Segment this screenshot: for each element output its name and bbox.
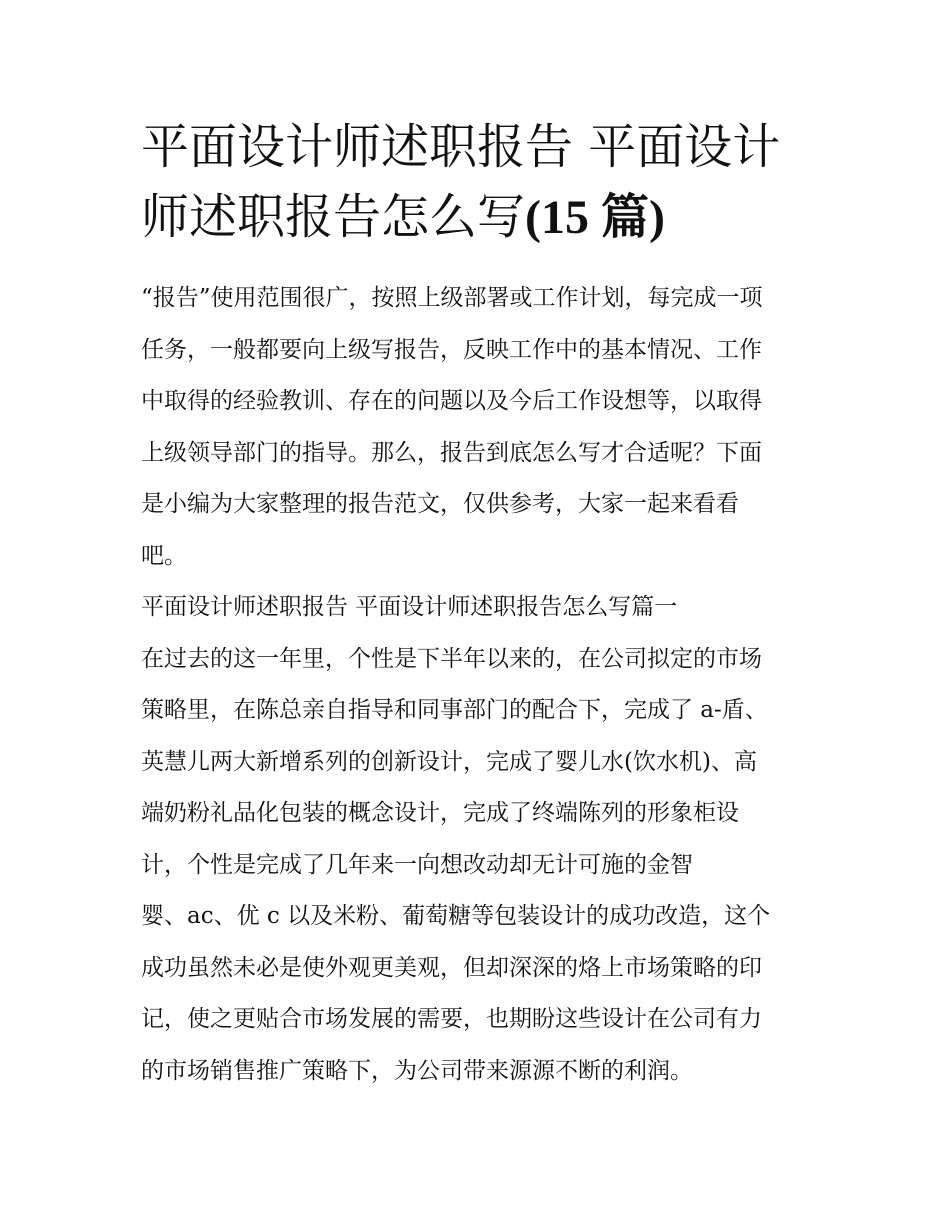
document-body <box>141 273 813 1097</box>
title-line-2-text: 师述职报告怎么写 <box>141 189 526 245</box>
intro-line: 上级领导部门的指导。那么，报告到底怎么写才合适呢？下面 <box>141 439 762 466</box>
document-title <box>141 112 813 253</box>
section-paragraph <box>141 634 813 1098</box>
section-line: 成功虽然未必是使外观更美观，但却深深的烙上市场策略的印 <box>141 954 762 981</box>
intro-line: 吧。 <box>141 542 187 569</box>
section-line: 英慧儿两大新增系列的创新设计，完成了婴儿水(饮水机)、高 <box>141 748 757 775</box>
section-line: 婴、ac、优 c 以及米粉、葡萄糖等包装设计的成功改造，这个 <box>141 903 771 929</box>
section-line: 计，个性是完成了几年来一向想改动却无计可施的金智 <box>141 851 693 878</box>
section-heading: 平面设计师述职报告 平面设计师述职报告怎么写篇一 <box>141 594 678 620</box>
section-line: 端奶粉礼品化包装的概念设计，完成了终端陈列的形象柜设 <box>141 800 739 826</box>
title-count: (15 篇) <box>525 191 665 244</box>
section-line: 的市场销售推广策略下，为公司带来源源不断的利润。 <box>141 1057 693 1084</box>
title-line-1: 平面设计师述职报告 平面设计 <box>141 119 781 175</box>
section-line: 策略里，在陈总亲自指导和同事部门的配合下，完成了 a-盾、 <box>141 697 768 723</box>
intro-line: 是小编为大家整理的报告范文，仅供参考，大家一起来看看 <box>141 491 739 517</box>
section-line: 记，使之更贴合市场发展的需要，也期盼这些设计在公司有力 <box>141 1006 762 1032</box>
section-line: 在过去的这一年里，个性是下半年以来的，在公司拟定的市场 <box>141 645 762 672</box>
document-page <box>141 112 813 1097</box>
intro-line: 任务，一般都要向上级写报告，反映工作中的基本情况、工作 <box>141 336 762 363</box>
title-line-2 <box>141 182 813 253</box>
intro-paragraph <box>141 273 813 582</box>
intro-line: “报告”使用范围很广，按照上级部署或工作计划，每完成一项 <box>141 285 763 311</box>
intro-line: 中取得的经验教训、存在的问题以及今后工作设想等，以取得 <box>141 388 762 414</box>
